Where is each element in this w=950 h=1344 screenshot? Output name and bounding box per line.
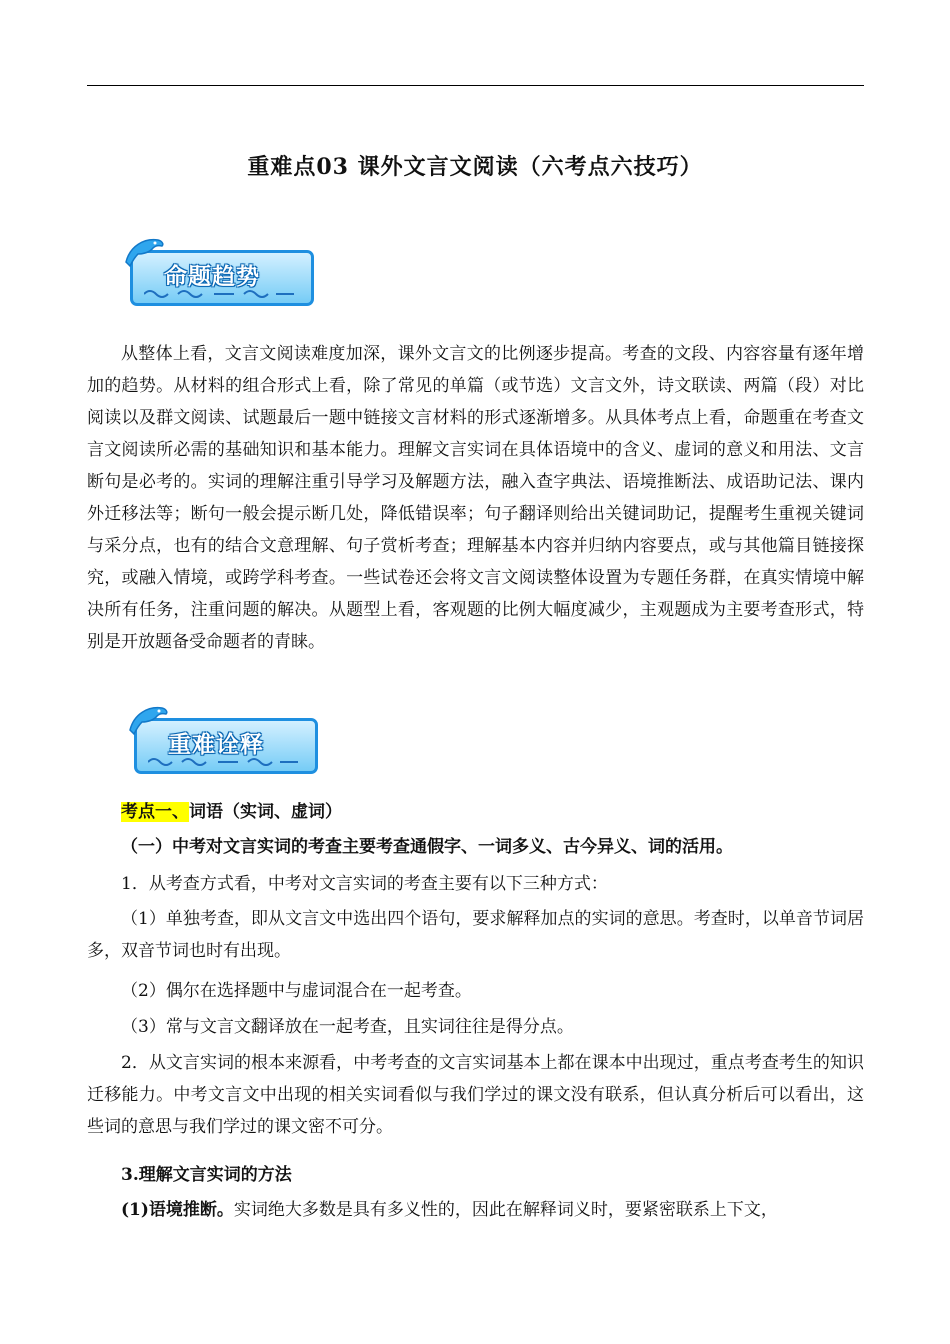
item-2: 2．从文言实词的根本来源看，中考考查的文言实词基本上都在课本中出现过，重点考查考生的知识迁移能力。中考文言文中出现的相关实词看似与我们学过的课文没有联系，但认真分析后可以看出，这些词的意思与我们学过的课文密不可分。 bbox=[87, 1053, 864, 1137]
wave-decoration bbox=[144, 288, 294, 298]
point-title: 词语（实词、虚词） bbox=[189, 802, 342, 822]
dolphin-icon bbox=[126, 700, 170, 740]
dolphin-icon bbox=[122, 232, 166, 272]
item-3-text: 3.理解文言实词的方法 bbox=[121, 1165, 292, 1185]
item-1b: （2）偶尔在选择题中与虚词混合在一起考查。 bbox=[121, 981, 472, 1001]
wave-decoration bbox=[148, 756, 298, 766]
point-label: 考点一、 bbox=[121, 802, 189, 822]
method-1 bbox=[87, 1194, 864, 1226]
method-1-text: 实词绝大多数是具有多义性的，因此在解释词义时，要紧密联系上下文， bbox=[233, 1200, 778, 1220]
badge-label: 重难诠释 bbox=[168, 732, 264, 758]
item-3 bbox=[87, 1159, 864, 1191]
item-1a: （1）单独考查，即从文言文中选出四个语句，要求解释加点的实词的意思。考查时，以单音节词居多，双音节词也时有出现。 bbox=[87, 909, 864, 961]
header-rule bbox=[87, 85, 864, 86]
subheading-1-text: （一）中考对文言实词的考查主要考查通假字、一词多义、古今异义、词的活用。 bbox=[121, 837, 733, 857]
subheading-1 bbox=[121, 831, 861, 863]
section-badge-trend bbox=[124, 236, 314, 308]
point-heading bbox=[121, 796, 861, 828]
section-badge-explain bbox=[128, 704, 318, 776]
method-1-label: (1)语境推断。 bbox=[121, 1200, 234, 1220]
page-title: 重难点03 课外文言文阅读（六考点六技巧） bbox=[247, 154, 703, 180]
badge-label: 命题趋势 bbox=[164, 264, 260, 290]
intro-paragraph: 从整体上看，文言文阅读难度加深，课外文言文的比例逐步提高。考查的文段、内容容量有逐年增加的趋势。从材料的组合形式上看，除了常见的单篇（或节选）文言文外，诗文联读、两篇（段）对比阅读以及群文阅读、试题最后一题中链接文言材料的形式逐渐增多。从具体考点上看，命题重在考查文言文阅读所必需的基础知识和基本能力。理解文言实词在具体语境中的含义、虚词的意义和用法、文言断句是必考的。实词的理解注重引导学习及解题方法，融入查字典法、语境推断法、成语助记法、课内外迁移法等；断句一般会提示断几处，降低错误率；句子翻译则给出关键词助记，提醒考生重视关键词与采分点，也有的结合文意理解、句子赏析考查；理解基本内容并归纳内容要点，或与其他篇目链接探究，或融入情境，或跨学科考查。一些试卷还会将文言文阅读整体设置为专题任务群，在真实情境中解决所有任务，注重问题的解决。从题型上看，客观题的比例大幅度减少，主观题成为主要考查形式，特别是开放题备受命题者的青睐。 bbox=[87, 344, 864, 652]
item-1c: （3）常与文言文翻译放在一起考查，且实词往往是得分点。 bbox=[121, 1017, 574, 1037]
item-1: 1．从考查方式看，中考对文言实词的考查主要有以下三种方式： bbox=[121, 874, 608, 894]
